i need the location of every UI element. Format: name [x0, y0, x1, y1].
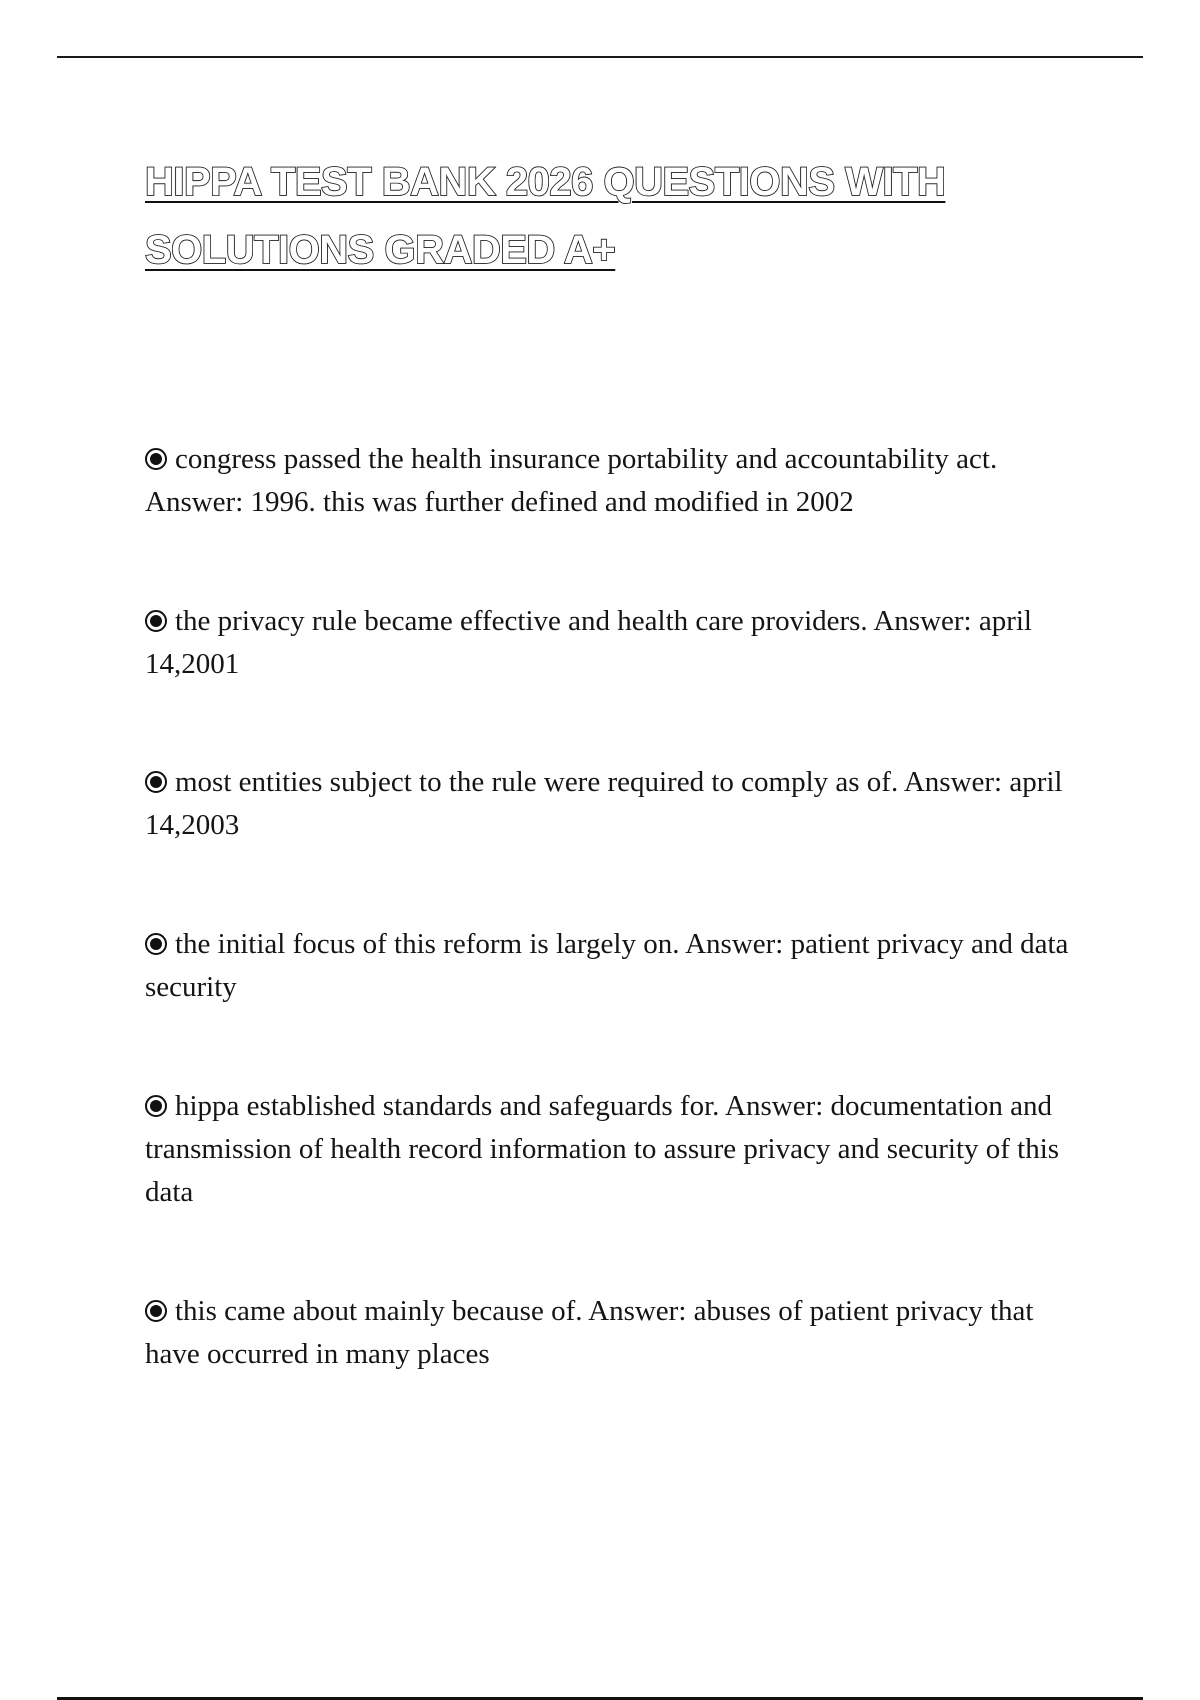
qa-text: the initial focus of this reform is largely on. Answer: patient privacy and data security: [145, 928, 1069, 1003]
header-rule: [57, 56, 1143, 58]
title-line-1: HIPPA TEST BANK 2026 QUESTIONS WITH: [145, 160, 946, 204]
radio-bullet-icon: [145, 448, 167, 470]
qa-item: [145, 923, 1095, 1009]
radio-bullet-icon: [145, 933, 167, 955]
qa-text: hippa established standards and safeguards for. Answer: documentation and transmission of health record information to assure privacy and security of this data: [145, 1090, 1060, 1208]
qa-item: [145, 438, 1095, 524]
qa-text: congress passed the health insurance portability and accountability act. Answer: 1996. this was further defined and modified in 2002: [145, 443, 998, 518]
qa-item: [145, 1085, 1095, 1214]
title-line-2: SOLUTIONS GRADED A+: [145, 228, 616, 272]
qa-item: [145, 761, 1095, 847]
radio-bullet-icon: [145, 1300, 167, 1322]
document-title: [145, 148, 1105, 284]
radio-bullet-icon: [145, 771, 167, 793]
radio-bullet-icon: [145, 610, 167, 632]
question-answer-list: [145, 438, 1095, 1452]
qa-text: most entities subject to the rule were required to comply as of. Answer: april 14,2003: [145, 766, 1063, 841]
qa-item: [145, 600, 1095, 686]
qa-text: this came about mainly because of. Answer: abuses of patient privacy that have occurred in many places: [145, 1295, 1034, 1370]
qa-item: [145, 1290, 1095, 1376]
qa-text: the privacy rule became effective and health care providers. Answer: april 14,2001: [145, 605, 1032, 680]
radio-bullet-icon: [145, 1095, 167, 1117]
